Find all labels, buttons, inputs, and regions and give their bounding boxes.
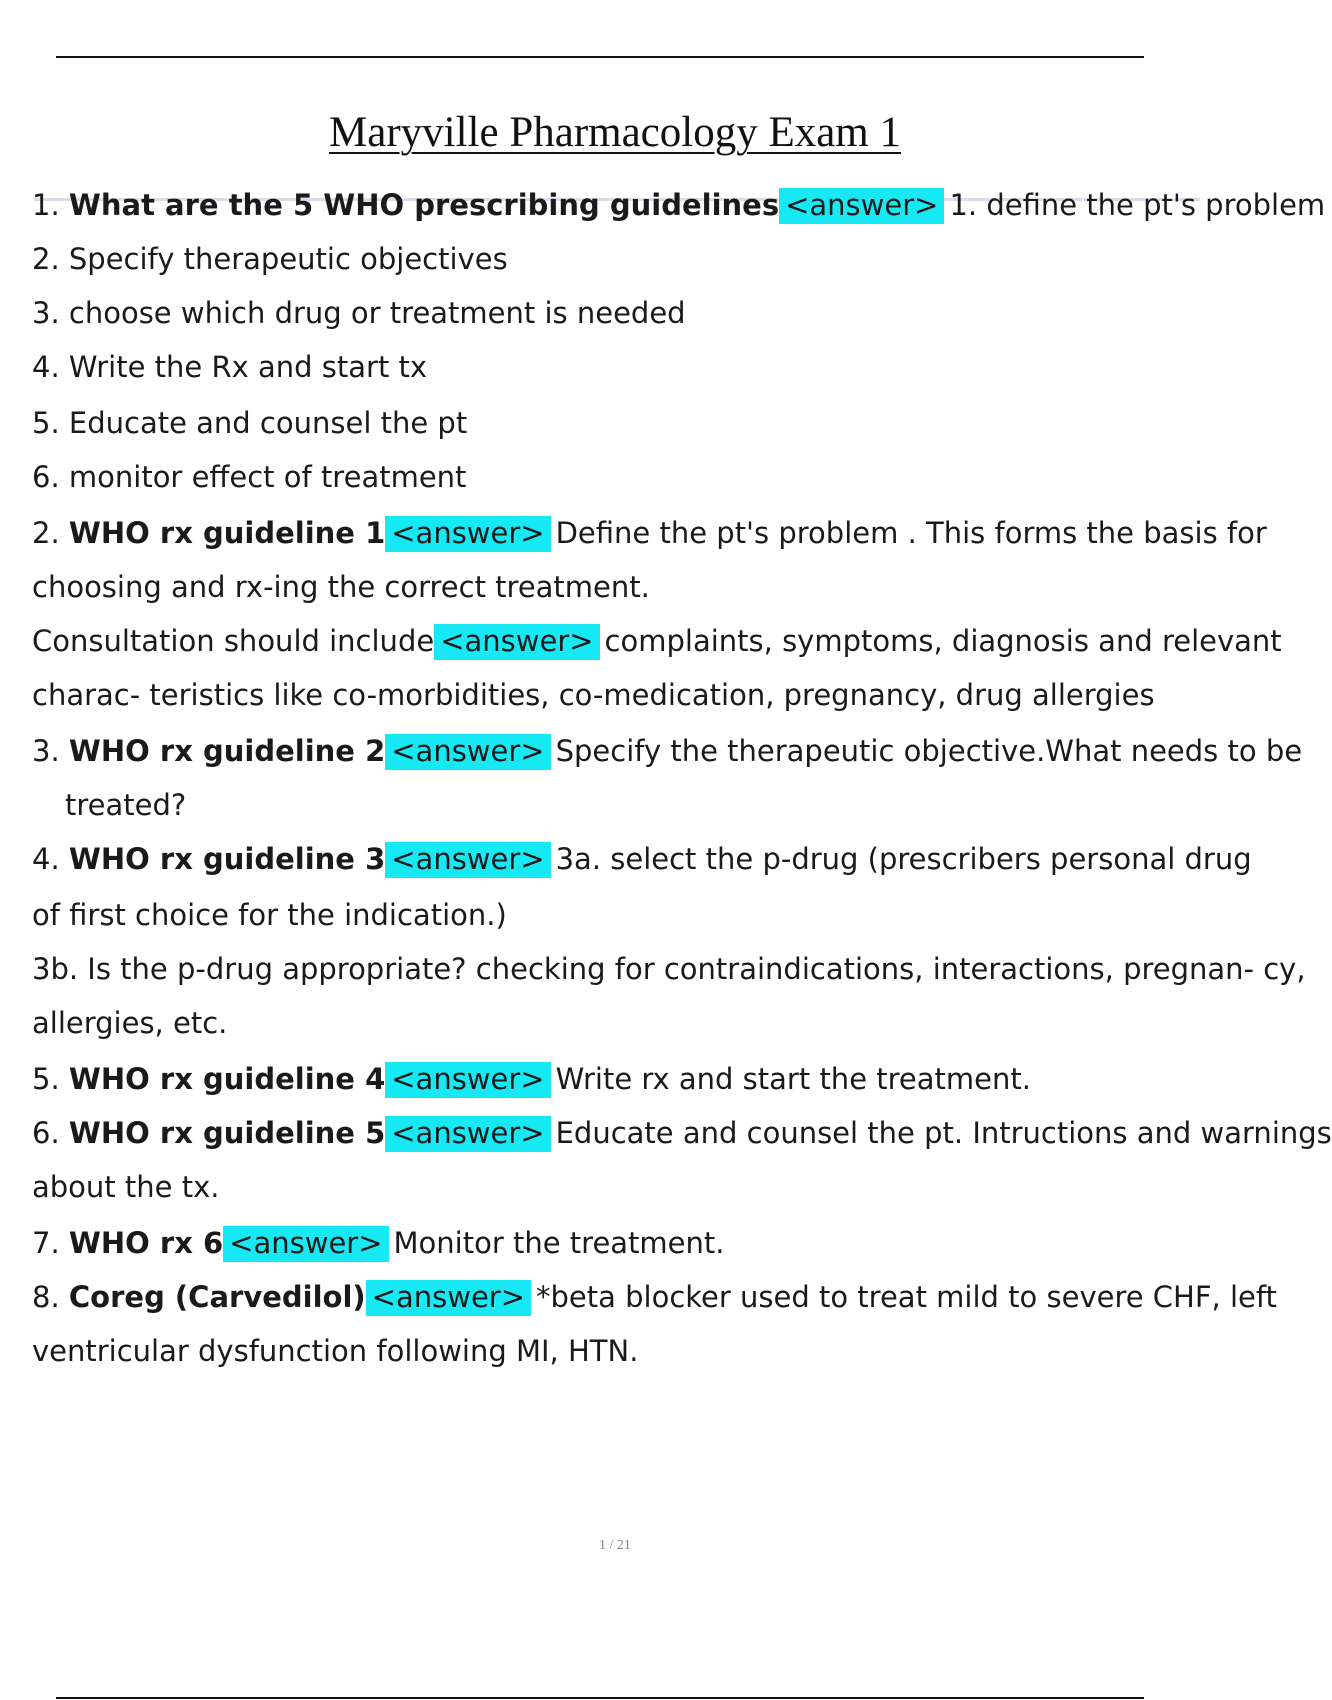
line-text: allergies, etc. xyxy=(32,1006,228,1040)
question-text: WHO rx guideline 3 xyxy=(68,842,386,876)
answer-tag: <answer> xyxy=(385,1062,550,1098)
item-number: 4. xyxy=(32,842,60,876)
text-line xyxy=(32,293,1196,333)
text-line xyxy=(32,895,1196,935)
answer-text: *beta blocker used to treat mild to severe CHF, left xyxy=(536,1280,1277,1314)
text-line xyxy=(32,185,1326,225)
answer-tag: <answer> xyxy=(385,842,550,878)
item-number: 2. xyxy=(32,516,60,550)
answer-text: 1. define the pt's problem xyxy=(949,188,1326,222)
answer-tag: <answer> xyxy=(366,1280,531,1316)
answer-text: complaints, symptoms, diagnosis and relevant xyxy=(604,624,1282,658)
text-line xyxy=(32,239,1196,279)
item-number: 3. xyxy=(32,296,60,330)
text-line xyxy=(32,1113,1332,1153)
text-line xyxy=(32,675,1196,715)
answer-text: Define the pt's problem . This forms the basis for xyxy=(555,516,1267,550)
line-text: Specify therapeutic objectives xyxy=(68,242,508,276)
line-text: 3b. Is the p-drug appropriate? checking for contraindications, interactions, pregnan- cy, xyxy=(32,952,1306,986)
text-line xyxy=(32,347,1196,387)
item-number: 5. xyxy=(32,1062,60,1096)
line-text: charac- teristics like co-morbidities, co-medication, pregnancy, drug allergies xyxy=(32,678,1155,712)
answer-tag: <answer> xyxy=(385,516,550,552)
answer-tag: <answer> xyxy=(779,188,944,224)
answer-tag: <answer> xyxy=(434,624,599,660)
item-number: 1. xyxy=(32,188,60,222)
bottom-rule xyxy=(56,1697,1144,1699)
text-line xyxy=(32,839,1252,879)
top-rule xyxy=(56,56,1144,58)
line-text: monitor effect of treatment xyxy=(68,460,467,494)
question-text: WHO rx guideline 5 xyxy=(68,1116,386,1150)
question-text: WHO rx guideline 4 xyxy=(68,1062,386,1096)
item-number: 3. xyxy=(32,734,60,768)
text-line xyxy=(32,1277,1277,1317)
text-line xyxy=(32,403,1196,443)
text-line xyxy=(32,513,1267,553)
text-line xyxy=(32,731,1303,771)
question-text: WHO rx guideline 2 xyxy=(68,734,386,768)
line-text: Write the Rx and start tx xyxy=(68,350,428,384)
text-line xyxy=(32,1331,1196,1371)
answer-text: Specify the therapeutic objective.What needs to be xyxy=(555,734,1303,768)
text-line xyxy=(32,1003,1196,1043)
item-number: 2. xyxy=(32,242,60,276)
text-line xyxy=(65,785,1229,825)
line-text: about the tx. xyxy=(32,1170,220,1204)
line-text: Consultation should include xyxy=(32,624,435,658)
item-number: 4. xyxy=(32,350,60,384)
answer-text: Write rx and start the treatment. xyxy=(555,1062,1031,1096)
question-text: WHO rx 6 xyxy=(68,1226,224,1260)
text-line xyxy=(32,1223,1196,1263)
text-line xyxy=(32,1167,1196,1207)
question-text: What are the 5 WHO prescribing guidelines xyxy=(68,188,780,222)
question-text: Coreg (Carvedilol) xyxy=(68,1280,366,1314)
text-line xyxy=(32,949,1306,989)
text-line xyxy=(32,457,1196,497)
item-number: 7. xyxy=(32,1226,60,1260)
answer-tag: <answer> xyxy=(223,1226,388,1262)
page-number: 1 / 21 xyxy=(599,1538,631,1553)
text-line xyxy=(32,567,1196,607)
text-line xyxy=(32,621,1282,661)
answer-tag: <answer> xyxy=(385,734,550,770)
item-number: 5. xyxy=(32,406,60,440)
line-text: treated? xyxy=(65,788,187,822)
page-title: Maryville Pharmacology Exam 1 xyxy=(329,109,901,156)
item-number: 6. xyxy=(32,460,60,494)
text-line xyxy=(32,1059,1196,1099)
line-text: of first choice for the indication.) xyxy=(32,898,507,932)
answer-text: 3a. select the p-drug (prescribers personal drug xyxy=(555,842,1252,876)
answer-text: Educate and counsel the pt. Intructions and warnings xyxy=(555,1116,1332,1150)
line-text: ventricular dysfunction following MI, HTN. xyxy=(32,1334,639,1368)
line-text: choosing and rx-ing the correct treatment. xyxy=(32,570,650,604)
question-text: WHO rx guideline 1 xyxy=(68,516,386,550)
line-text: Educate and counsel the pt xyxy=(68,406,468,440)
line-text: choose which drug or treatment is needed xyxy=(68,296,686,330)
answer-text: Monitor the treatment. xyxy=(393,1226,725,1260)
item-number: 6. xyxy=(32,1116,60,1150)
item-number: 8. xyxy=(32,1280,60,1314)
answer-tag: <answer> xyxy=(385,1116,550,1152)
